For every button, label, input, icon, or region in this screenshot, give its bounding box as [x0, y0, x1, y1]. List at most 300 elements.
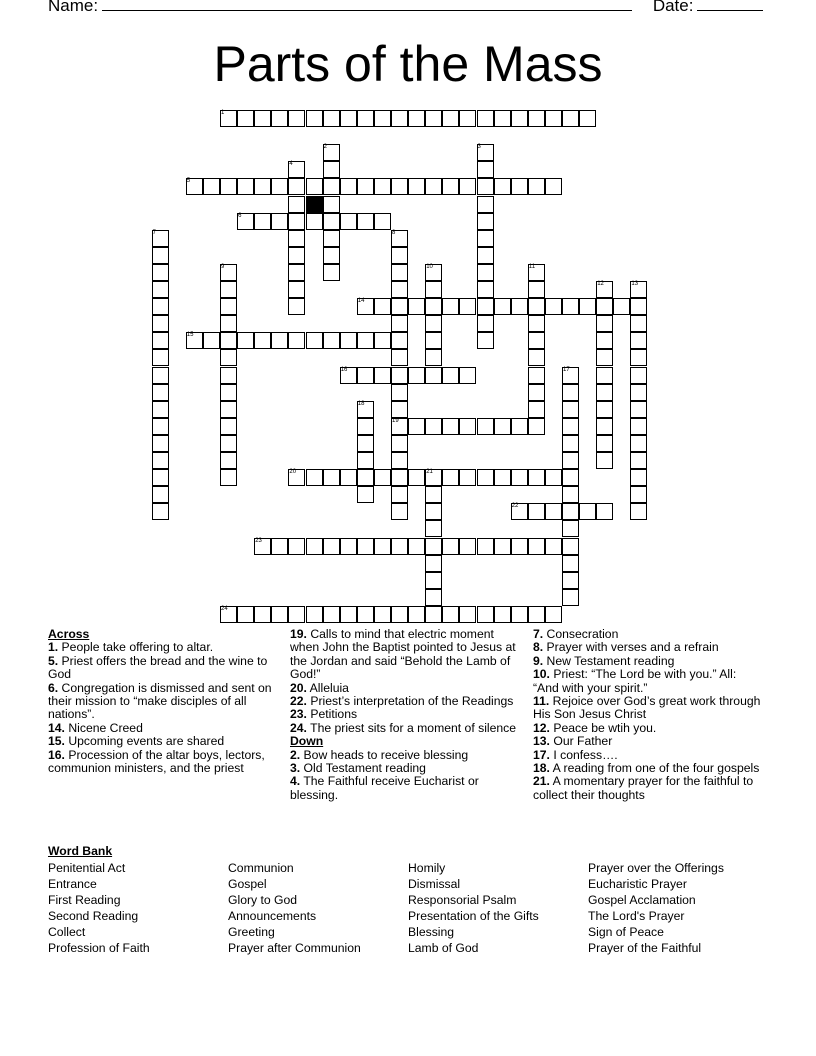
crossword-cell[interactable] — [374, 178, 391, 195]
crossword-cell[interactable] — [254, 606, 271, 623]
crossword-cell[interactable] — [459, 606, 476, 623]
crossword-cell[interactable] — [323, 213, 340, 230]
crossword-cell[interactable] — [425, 538, 442, 555]
crossword-cell[interactable] — [494, 178, 511, 195]
clue-number: 14. — [48, 720, 65, 735]
crossword-cell[interactable] — [425, 418, 442, 435]
crossword-cell[interactable] — [408, 418, 425, 435]
crossword-cell[interactable] — [288, 178, 305, 195]
crossword-cell[interactable] — [494, 538, 511, 555]
crossword-cell[interactable] — [528, 298, 545, 315]
crossword-cell[interactable] — [477, 315, 494, 332]
crossword-cell[interactable] — [271, 332, 288, 349]
crossword-cell[interactable] — [477, 298, 494, 315]
crossword-cell[interactable] — [323, 606, 340, 623]
crossword-cell[interactable] — [511, 418, 528, 435]
crossword-cell[interactable] — [306, 332, 323, 349]
crossword-cell[interactable] — [477, 178, 494, 195]
crossword-cell[interactable] — [220, 281, 237, 298]
crossword-cell[interactable] — [288, 606, 305, 623]
crossword-cell[interactable] — [271, 178, 288, 195]
clue-item — [48, 641, 280, 654]
crossword-cell[interactable] — [545, 178, 562, 195]
crossword-cell[interactable] — [562, 298, 579, 315]
crossword-cell[interactable] — [408, 538, 425, 555]
crossword-cell[interactable] — [288, 264, 305, 281]
crossword-cell[interactable] — [288, 332, 305, 349]
crossword-cell[interactable] — [477, 230, 494, 247]
crossword-cell[interactable] — [288, 247, 305, 264]
crossword-cell[interactable] — [340, 538, 357, 555]
crossword-cell[interactable] — [391, 367, 408, 384]
crossword-cell[interactable] — [630, 503, 647, 520]
crossword-cell[interactable] — [459, 110, 476, 127]
crossword-cell[interactable] — [306, 469, 323, 486]
crossword-cell[interactable] — [545, 503, 562, 520]
crossword-cell[interactable] — [477, 281, 494, 298]
crossword-cell[interactable] — [152, 452, 169, 469]
crossword-cell[interactable] — [357, 332, 374, 349]
crossword-cell[interactable] — [425, 315, 442, 332]
crossword-cell[interactable] — [152, 247, 169, 264]
crossword-cell[interactable] — [562, 110, 579, 127]
crossword-cell[interactable] — [323, 538, 340, 555]
crossword-cell[interactable] — [596, 384, 613, 401]
crossword-cell[interactable] — [596, 435, 613, 452]
crossword-cell[interactable] — [306, 538, 323, 555]
crossword-cell[interactable] — [425, 178, 442, 195]
crossword-cell[interactable] — [357, 178, 374, 195]
clue-text: A reading from one of the four gospels — [549, 761, 760, 776]
crossword-cell[interactable] — [391, 452, 408, 469]
crossword-cell[interactable] — [459, 538, 476, 555]
crossword-cell[interactable] — [323, 264, 340, 281]
crossword-cell[interactable] — [340, 332, 357, 349]
crossword-cell[interactable] — [374, 213, 391, 230]
crossword-cell[interactable] — [254, 110, 271, 127]
crossword-cell[interactable] — [220, 298, 237, 315]
clue-number: 19. — [290, 627, 307, 641]
word-bank-column-3 — [408, 860, 539, 956]
crossword-cell[interactable] — [596, 367, 613, 384]
word-bank-item: Profession of Faith — [48, 941, 150, 955]
crossword-cell[interactable] — [528, 315, 545, 332]
crossword-cell[interactable] — [374, 469, 391, 486]
crossword-cell[interactable] — [391, 538, 408, 555]
clue-number: 9. — [533, 653, 544, 668]
crossword-cell[interactable] — [220, 452, 237, 469]
crossword-cell[interactable] — [562, 572, 579, 589]
crossword-cell[interactable] — [152, 298, 169, 315]
crossword-cell[interactable] — [254, 178, 271, 195]
crossword-cell[interactable] — [528, 503, 545, 520]
crossword-cell[interactable] — [254, 332, 271, 349]
crossword-cell[interactable] — [220, 315, 237, 332]
crossword-cell[interactable] — [152, 418, 169, 435]
crossword-cell[interactable] — [459, 178, 476, 195]
crossword-cell[interactable] — [152, 315, 169, 332]
crossword-cell[interactable] — [477, 196, 494, 213]
crossword-cell[interactable] — [340, 110, 357, 127]
crossword-cell[interactable] — [425, 520, 442, 537]
crossword-cell[interactable] — [613, 298, 630, 315]
crossword-cell[interactable] — [391, 435, 408, 452]
crossword-cell[interactable] — [374, 538, 391, 555]
crossword-cell[interactable] — [288, 196, 305, 213]
crossword-cell[interactable] — [323, 230, 340, 247]
crossword-cell[interactable] — [477, 213, 494, 230]
crossword-cell[interactable] — [306, 110, 323, 127]
crossword-cell[interactable] — [528, 538, 545, 555]
crossword-cell[interactable] — [425, 332, 442, 349]
crossword-cell[interactable] — [494, 298, 511, 315]
crossword-cell[interactable] — [391, 503, 408, 520]
crossword-cell[interactable] — [528, 110, 545, 127]
crossword-cell[interactable] — [254, 213, 271, 230]
crossword-cell[interactable] — [562, 418, 579, 435]
crossword-cell[interactable] — [288, 298, 305, 315]
crossword-cell[interactable] — [477, 161, 494, 178]
crossword-cell[interactable] — [596, 503, 613, 520]
crossword-cell[interactable] — [408, 178, 425, 195]
crossword-cell[interactable] — [220, 349, 237, 366]
crossword-cell[interactable] — [391, 401, 408, 418]
crossword-cell[interactable] — [545, 110, 562, 127]
crossword-cell[interactable] — [477, 418, 494, 435]
crossword-cell[interactable] — [391, 298, 408, 315]
crossword-cell[interactable] — [340, 213, 357, 230]
crossword-clue-number: 15 — [186, 332, 194, 339]
clue-number: 24. — [290, 720, 307, 735]
crossword-cell[interactable] — [442, 606, 459, 623]
crossword-cell[interactable] — [288, 230, 305, 247]
crossword-cell[interactable] — [630, 384, 647, 401]
crossword-cell[interactable] — [630, 469, 647, 486]
crossword-cell[interactable] — [511, 538, 528, 555]
crossword-cell[interactable] — [271, 110, 288, 127]
clue-text: New Testament reading — [543, 653, 675, 668]
crossword-cell[interactable] — [357, 367, 374, 384]
crossword-cell[interactable] — [596, 452, 613, 469]
clue-number: 1. — [48, 640, 59, 655]
crossword-cell[interactable] — [562, 384, 579, 401]
crossword-cell[interactable] — [511, 298, 528, 315]
crossword-cell[interactable] — [391, 384, 408, 401]
crossword-cell[interactable] — [288, 281, 305, 298]
crossword-cell[interactable] — [357, 418, 374, 435]
crossword-cell[interactable] — [237, 110, 254, 127]
word-bank-item: Prayer over the Offerings — [588, 861, 724, 875]
crossword-cell[interactable] — [579, 503, 596, 520]
crossword-cell[interactable] — [596, 401, 613, 418]
crossword-cell[interactable] — [528, 606, 545, 623]
crossword-cell[interactable] — [323, 161, 340, 178]
crossword-cell[interactable] — [562, 555, 579, 572]
crossword-cell[interactable] — [630, 486, 647, 503]
word-bank-item: Gospel — [228, 877, 267, 891]
word-bank-item: Greeting — [228, 925, 275, 939]
crossword-cell[interactable] — [442, 298, 459, 315]
crossword-cell[interactable] — [408, 469, 425, 486]
crossword-cell[interactable] — [408, 367, 425, 384]
crossword-cell[interactable] — [203, 332, 220, 349]
crossword-cell[interactable] — [152, 503, 169, 520]
crossword-cell[interactable] — [271, 213, 288, 230]
crossword-cell[interactable] — [442, 110, 459, 127]
crossword-cell[interactable] — [528, 418, 545, 435]
clue-item — [290, 682, 522, 695]
word-bank-item: Communion — [228, 861, 294, 875]
word-bank-item: Sign of Peace — [588, 925, 664, 939]
crossword-clue-number: 19 — [392, 417, 399, 424]
crossword-cell[interactable] — [323, 247, 340, 264]
crossword-cell[interactable] — [220, 178, 237, 195]
crossword-cell[interactable] — [152, 401, 169, 418]
crossword-cell[interactable] — [340, 469, 357, 486]
crossword-clue-number: 8 — [392, 229, 396, 236]
crossword-cell[interactable] — [220, 435, 237, 452]
crossword-cell[interactable] — [374, 606, 391, 623]
date-label: Date: — [652, 0, 694, 15]
crossword-cell[interactable] — [425, 281, 442, 298]
crossword-cell[interactable] — [630, 452, 647, 469]
crossword-cell[interactable] — [323, 196, 340, 213]
crossword-cell[interactable] — [477, 247, 494, 264]
crossword-cell[interactable] — [288, 110, 305, 127]
crossword-cell[interactable] — [528, 384, 545, 401]
crossword-cell[interactable] — [477, 469, 494, 486]
clue-number: 3. — [290, 761, 301, 776]
crossword-cell[interactable] — [630, 332, 647, 349]
clue-number: 5. — [48, 653, 59, 668]
crossword-cell[interactable] — [152, 264, 169, 281]
crossword-cell[interactable] — [220, 418, 237, 435]
crossword-cell[interactable] — [391, 247, 408, 264]
crossword-cell[interactable] — [391, 110, 408, 127]
crossword-cell[interactable] — [374, 298, 391, 315]
crossword-cell[interactable] — [391, 264, 408, 281]
crossword-cell[interactable] — [596, 418, 613, 435]
crossword-cell[interactable] — [442, 178, 459, 195]
crossword-cell[interactable] — [528, 332, 545, 349]
crossword-clue-number: 18 — [357, 400, 365, 407]
word-bank-item: Announcements — [228, 909, 317, 923]
word-bank-item: Presentation of the Gifts — [408, 909, 539, 923]
word-bank-column-4 — [588, 860, 724, 956]
crossword-cell[interactable] — [357, 435, 374, 452]
crossword-cell[interactable] — [477, 606, 494, 623]
crossword-cell[interactable] — [511, 469, 528, 486]
crossword-cell[interactable] — [152, 486, 169, 503]
crossword-cell[interactable] — [323, 469, 340, 486]
crossword-cell[interactable] — [391, 486, 408, 503]
crossword-cell[interactable] — [562, 452, 579, 469]
clue-item — [533, 641, 765, 654]
crossword-cell[interactable] — [562, 469, 579, 486]
page-title: Parts of the Mass — [213, 36, 603, 92]
crossword-cell[interactable] — [237, 178, 254, 195]
crossword-cell[interactable] — [323, 110, 340, 127]
crossword-cell[interactable] — [220, 332, 237, 349]
crossword-cell[interactable] — [271, 538, 288, 555]
crossword-cell[interactable] — [562, 486, 579, 503]
crossword-cell[interactable] — [562, 538, 579, 555]
crossword-cell[interactable] — [630, 349, 647, 366]
crossword-cell[interactable] — [152, 281, 169, 298]
clue-text: Priest: “The Lord be with you.” All: “And with your spirit.” — [533, 667, 737, 695]
clue-item — [533, 668, 765, 695]
crossword-cell[interactable] — [596, 315, 613, 332]
crossword-cell[interactable] — [357, 486, 374, 503]
crossword-cell[interactable] — [425, 298, 442, 315]
crossword-cell[interactable] — [562, 589, 579, 606]
crossword-cell[interactable] — [425, 606, 442, 623]
crossword-cell[interactable] — [630, 401, 647, 418]
crossword-cell[interactable] — [288, 213, 305, 230]
crossword-cell[interactable] — [596, 349, 613, 366]
crossword-cell[interactable] — [391, 606, 408, 623]
crossword-cell[interactable] — [237, 332, 254, 349]
crossword-cell[interactable] — [323, 332, 340, 349]
crossword-cell[interactable] — [477, 110, 494, 127]
crossword-cell[interactable] — [425, 486, 442, 503]
crossword-cell[interactable] — [374, 367, 391, 384]
crossword-cell[interactable] — [357, 606, 374, 623]
clue-item — [290, 749, 522, 762]
crossword-cell[interactable] — [545, 538, 562, 555]
crossword-cell[interactable] — [630, 418, 647, 435]
crossword-cell[interactable] — [391, 281, 408, 298]
crossword-cell[interactable] — [459, 298, 476, 315]
crossword-cell[interactable] — [220, 384, 237, 401]
crossword-cell[interactable] — [357, 110, 374, 127]
crossword-cell[interactable] — [220, 401, 237, 418]
crossword-cell[interactable] — [528, 401, 545, 418]
crossword-cell[interactable] — [288, 538, 305, 555]
crossword-cell[interactable] — [442, 538, 459, 555]
crossword-cell[interactable] — [459, 469, 476, 486]
crossword-cell[interactable] — [511, 178, 528, 195]
crossword-cell[interactable] — [152, 435, 169, 452]
crossword-cell[interactable] — [459, 367, 476, 384]
crossword-cell[interactable] — [562, 435, 579, 452]
crossword-cell[interactable] — [425, 555, 442, 572]
crossword-cell[interactable] — [477, 264, 494, 281]
crossword-cell[interactable] — [596, 298, 613, 315]
crossword-cell[interactable] — [152, 469, 169, 486]
crossword-cell[interactable] — [425, 589, 442, 606]
crossword-cell[interactable] — [408, 606, 425, 623]
across-heading: Across — [48, 627, 90, 641]
crossword-cell[interactable] — [562, 503, 579, 520]
crossword-clue-number: 6 — [238, 212, 242, 219]
crossword-cell[interactable] — [237, 606, 254, 623]
crossword-cell[interactable] — [442, 367, 459, 384]
crossword-cell[interactable] — [579, 110, 596, 127]
crossword-cell[interactable] — [306, 606, 323, 623]
crossword-cell[interactable] — [494, 110, 511, 127]
word-bank-column-1 — [48, 860, 150, 956]
crossword-cell[interactable] — [425, 349, 442, 366]
crossword-cell[interactable] — [425, 110, 442, 127]
crossword-cell[interactable] — [306, 213, 323, 230]
crossword-cell[interactable] — [323, 178, 340, 195]
crossword-cell[interactable] — [357, 469, 374, 486]
crossword-cell[interactable] — [528, 469, 545, 486]
crossword-cell[interactable] — [306, 178, 323, 195]
word-bank-item: The Lord's Prayer — [588, 909, 685, 923]
crossword-cell[interactable] — [357, 538, 374, 555]
crossword-cell[interactable] — [374, 110, 391, 127]
crossword-cell[interactable] — [545, 606, 562, 623]
clue-number: 21. — [533, 774, 550, 789]
crossword-cell[interactable] — [271, 606, 288, 623]
crossword-cell[interactable] — [152, 349, 169, 366]
crossword-cell[interactable] — [391, 469, 408, 486]
crossword-cell[interactable] — [408, 110, 425, 127]
crossword-cell[interactable] — [477, 538, 494, 555]
crossword-cell[interactable] — [459, 418, 476, 435]
crossword-cell[interactable] — [442, 469, 459, 486]
crossword-cell[interactable] — [494, 606, 511, 623]
crossword-cell[interactable] — [152, 332, 169, 349]
crossword-cell[interactable] — [562, 401, 579, 418]
crossword-cell[interactable] — [391, 349, 408, 366]
crossword-cell[interactable] — [408, 298, 425, 315]
crossword-cell[interactable] — [340, 606, 357, 623]
crossword-cell[interactable] — [630, 435, 647, 452]
clue-item — [533, 722, 765, 735]
crossword-cell[interactable] — [425, 367, 442, 384]
crossword-cell[interactable] — [511, 606, 528, 623]
crossword-cell[interactable] — [494, 469, 511, 486]
crossword-cell[interactable] — [630, 298, 647, 315]
crossword-cell[interactable] — [425, 572, 442, 589]
crossword-clue-number: 24 — [221, 605, 228, 612]
crossword-cell[interactable] — [528, 367, 545, 384]
crossword-cell[interactable] — [442, 418, 459, 435]
clue-text: I confess…. — [549, 747, 618, 762]
crossword-cell[interactable] — [391, 315, 408, 332]
crossword-cell[interactable] — [528, 349, 545, 366]
crossword-cell[interactable] — [630, 367, 647, 384]
crossword-cell[interactable] — [152, 384, 169, 401]
crossword-cell[interactable] — [511, 110, 528, 127]
crossword-cell[interactable] — [220, 469, 237, 486]
crossword-cell[interactable] — [357, 452, 374, 469]
crossword-cell[interactable] — [391, 332, 408, 349]
crossword-cell[interactable] — [494, 418, 511, 435]
crossword-cell[interactable] — [220, 367, 237, 384]
crossword-cell[interactable] — [357, 213, 374, 230]
down-heading: Down — [290, 734, 324, 749]
crossword-cell[interactable] — [391, 178, 408, 195]
crossword-cell[interactable] — [596, 332, 613, 349]
crossword-cell[interactable] — [545, 469, 562, 486]
crossword-cell[interactable] — [425, 503, 442, 520]
crossword-cell[interactable] — [152, 367, 169, 384]
crossword-cell[interactable] — [203, 178, 220, 195]
crossword-cell[interactable] — [528, 178, 545, 195]
crossword-cell[interactable] — [477, 332, 494, 349]
crossword-cell[interactable] — [528, 281, 545, 298]
crossword-cell[interactable] — [562, 520, 579, 537]
crossword-cell[interactable] — [340, 178, 357, 195]
crossword-cell[interactable] — [374, 332, 391, 349]
crossword-cell[interactable] — [545, 298, 562, 315]
crossword-cell[interactable] — [630, 315, 647, 332]
crossword-cell[interactable] — [579, 298, 596, 315]
